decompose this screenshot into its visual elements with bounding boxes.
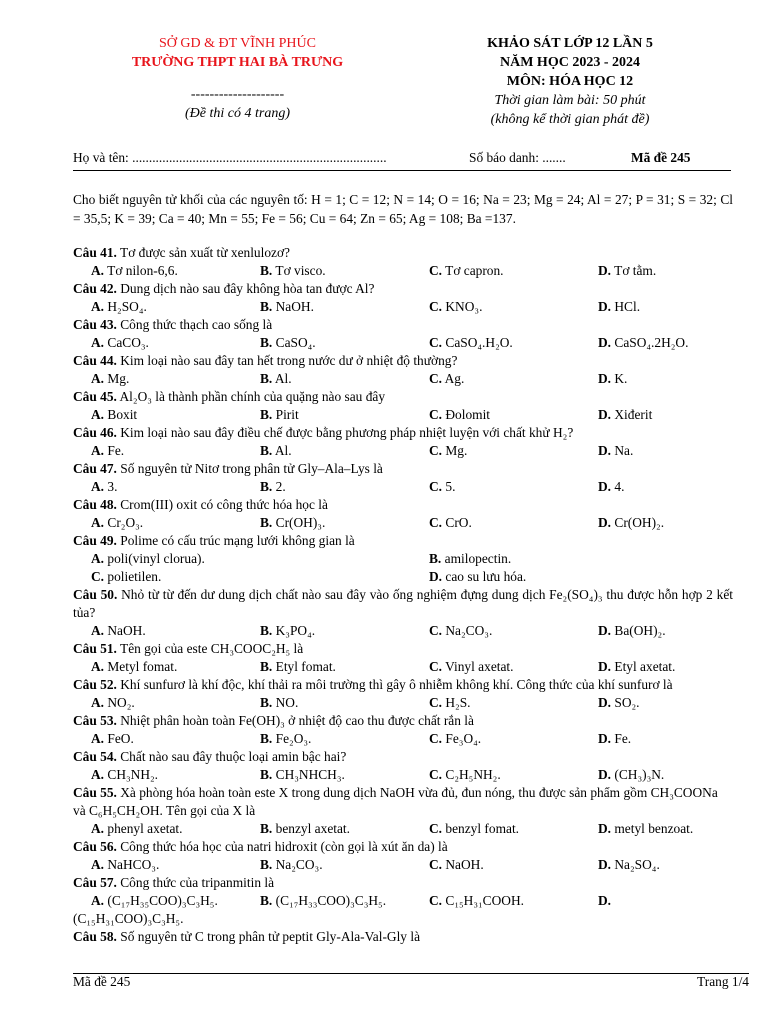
option-a[interactable]: A. NaHCO₃. — [91, 857, 160, 872]
option-c[interactable]: C. Vinyl axetat. — [429, 659, 514, 674]
question-text: Công thức của tripanmitin là — [116, 875, 275, 890]
question-text: Chất nào sau đây thuộc loại amin bậc hai? — [116, 749, 347, 764]
option-c[interactable]: C. CrO. — [429, 515, 472, 530]
options-44 — [73, 370, 733, 388]
atomic-mass-intro: Cho biết nguyên tử khối của các nguyên tố: H = 1; C = 12; N = 14; O = 16; Na = 23; Mg = 24; Al = 27; P = 31; S = 32; Cl = 35,5; K = 39; Ca = 40; Mn = 55; Fe = 56; Cu = 64; Zn = 65; Ag = 108; Ba =137. — [73, 192, 733, 226]
question-text: Nhỏ từ từ đến dư dung dịch chất nào sau đây vào ống nghiệm đựng dung dịch Fe₂(SO₄)₃ thu được hỗn hợp 2 kết tủa? — [73, 587, 733, 620]
question-text: Polime có cấu trúc mạng lưới không gian là — [116, 533, 355, 548]
options-53 — [73, 730, 733, 748]
option-d-label[interactable]: D. — [598, 893, 612, 908]
options-51 — [73, 658, 733, 676]
option-d[interactable]: D. Fe. — [598, 731, 632, 746]
option-c[interactable]: C. Na₂CO₃. — [429, 623, 493, 638]
option-c[interactable]: C. CaSO₄.H₂O. — [429, 335, 513, 350]
header-right — [440, 34, 700, 129]
question-number: Câu 42. — [73, 281, 117, 296]
school-name: TRƯỜNG THPT HAI BÀ TRƯNG — [131, 55, 344, 70]
option-b[interactable]: B. (C₁₇H₃₃COO)₃C₃H₅. — [260, 893, 387, 908]
options-52 — [73, 694, 733, 712]
option-c[interactable]: C. H₂S. — [429, 695, 471, 710]
option-d[interactable]: D. Na₂SO₄. — [598, 857, 660, 872]
question-number: Câu 47. — [73, 461, 117, 476]
question-56 — [73, 838, 733, 856]
option-b[interactable]: B. CaSO₄. — [260, 335, 316, 350]
option-a[interactable]: A. poli(vinyl clorua). — [91, 551, 205, 566]
option-b[interactable]: B. NaOH. — [260, 299, 314, 314]
question-45 — [73, 388, 733, 406]
question-41 — [73, 244, 733, 262]
question-number: Câu 50. — [73, 587, 118, 602]
option-a[interactable]: A. Mg. — [91, 371, 130, 386]
option-d[interactable]: D. HCl. — [598, 299, 641, 314]
question-number: Câu 46. — [73, 425, 117, 440]
option-d[interactable]: D. SO₂. — [598, 695, 640, 710]
option-a[interactable]: A. FeO. — [91, 731, 134, 746]
option-d[interactable]: D. Etyl axetat. — [598, 659, 676, 674]
option-b[interactable]: B. K₃PO₄. — [260, 623, 316, 638]
option-d[interactable]: D. metyl benzoat. — [598, 821, 694, 836]
question-list — [73, 244, 733, 946]
question-text: Xà phòng hóa hoàn toàn este X trong dung dịch NaOH vừa đủ, đun nóng, thu được sản phẩm gồm CH₃COONa và C₆H₅CH₂OH. Tên gọi của X là — [73, 785, 718, 818]
option-b[interactable]: B. Pirit — [260, 407, 299, 422]
option-a[interactable]: A. Tơ nilon-6,6. — [91, 263, 178, 278]
option-b[interactable]: B. Cr(OH)₃. — [260, 515, 326, 530]
option-c[interactable]: C. benzyl fomat. — [429, 821, 520, 836]
question-47 — [73, 460, 733, 478]
question-57 — [73, 874, 733, 892]
option-a[interactable]: A. CaCO₃. — [91, 335, 149, 350]
question-55 — [73, 784, 733, 820]
option-c[interactable]: C. Mg. — [429, 443, 468, 458]
header-divider — [73, 170, 731, 171]
page-number: Trang 1/4 — [697, 974, 749, 989]
options-49-row1 — [73, 550, 733, 568]
question-46 — [73, 424, 733, 442]
question-53 — [73, 712, 733, 730]
option-c[interactable]: C. NaOH. — [429, 857, 484, 872]
options-42 — [73, 298, 733, 316]
question-44 — [73, 352, 733, 370]
question-48 — [73, 496, 733, 514]
candidate-number-field[interactable]: Số báo danh: ....... — [469, 150, 566, 165]
candidate-name-field[interactable]: Họ và tên: ............................................................................ — [73, 150, 387, 165]
question-text: Số nguyên tử Nitơ trong phân tử Gly–Ala–Lys là — [116, 461, 383, 476]
option-a[interactable]: A. NO₂. — [91, 695, 135, 710]
option-a[interactable]: A. Cr₂O₃. — [91, 515, 144, 530]
question-text: Kim loại nào sau đây điều chế được bằng phương pháp nhiệt luyện với chất khử H₂? — [116, 425, 574, 440]
question-text: Công thức hóa học của natri hidroxit (còn gọi là xút ăn da) là — [116, 839, 448, 854]
question-number: Câu 44. — [73, 353, 117, 368]
question-number: Câu 58. — [73, 929, 117, 944]
question-text: Kim loại nào sau đây tan hết trong nước dư ở nhiệt độ thường? — [116, 353, 458, 368]
question-number: Câu 56. — [73, 839, 117, 854]
options-57 — [73, 892, 733, 910]
option-a[interactable]: A. CH₃NH₂. — [91, 767, 159, 782]
option-a[interactable]: A. 3. — [91, 479, 118, 494]
option-d[interactable]: D. Xiđerit — [598, 407, 653, 422]
question-number: Câu 48. — [73, 497, 117, 512]
question-42 — [73, 280, 733, 298]
page-footer — [73, 973, 749, 992]
option-b[interactable]: B. Al. — [260, 443, 292, 458]
question-text: Tơ được sản xuất từ xenlulozơ? — [116, 245, 291, 260]
options-54 — [73, 766, 733, 784]
option-d[interactable]: D. Na. — [598, 443, 634, 458]
option-c[interactable]: C. polietilen. — [91, 569, 162, 584]
option-a[interactable]: A. Fe. — [91, 443, 125, 458]
pages-note: (Đề thi có 4 trang) — [185, 106, 290, 121]
subject: MÔN: HÓA HỌC 12 — [506, 74, 634, 89]
question-43 — [73, 316, 733, 334]
options-47 — [73, 478, 733, 496]
question-number: Câu 41. — [73, 245, 117, 260]
exam-time-note: (không kể thời gian phát đề) — [490, 112, 650, 127]
option-b[interactable]: B. Tơ visco. — [260, 263, 326, 278]
option-b[interactable]: B. 2. — [260, 479, 286, 494]
exam-time: Thời gian làm bài: 50 phút — [494, 93, 646, 108]
question-text: Công thức thạch cao sống là — [116, 317, 273, 332]
option-b[interactable]: B. Etyl fomat. — [260, 659, 336, 674]
option-d[interactable]: D. Cr(OH)₂. — [598, 515, 665, 530]
option-d[interactable]: D. (CH₃)₃N. — [598, 767, 665, 782]
option-d[interactable]: D. cao su lưu hóa. — [429, 569, 527, 584]
option-a[interactable]: A. (C₁₇H₃₅COO)₃C₃H₅. — [91, 893, 218, 908]
question-text: Crom(III) oxit có công thức hóa học là — [116, 497, 328, 512]
option-b[interactable]: B. Na₂CO₃. — [260, 857, 323, 872]
question-number: Câu 54. — [73, 749, 117, 764]
options-55 — [73, 820, 733, 838]
option-d[interactable]: D. CaSO₄.2H₂O. — [598, 335, 689, 350]
option-a[interactable]: A. phenyl axetat. — [91, 821, 183, 836]
option-d[interactable]: D. Tơ tằm. — [598, 263, 657, 278]
option-a[interactable]: A. H₂SO₄. — [91, 299, 147, 314]
options-48 — [73, 514, 733, 532]
question-text: Nhiệt phân hoàn toàn Fe(OH)₃ ở nhiệt độ cao thu được chất rắn là — [116, 713, 474, 728]
option-d[interactable]: D. 4. — [598, 479, 625, 494]
question-58 — [73, 928, 733, 946]
option-c[interactable]: C. Đolomit — [429, 407, 491, 422]
option-a[interactable]: A. Metyl fomat. — [91, 659, 178, 674]
option-c[interactable]: C. C₂H₅NH₂. — [429, 767, 501, 782]
option-a[interactable]: A. Boxit — [91, 407, 138, 422]
question-51 — [73, 640, 733, 658]
option-a[interactable]: A. NaOH. — [91, 623, 146, 638]
question-number: Câu 49. — [73, 533, 117, 548]
question-text: Khí sunfurơ là khí độc, khí thải ra môi trường thì gây ô nhiễm không khí. Công thức của khí sunfurơ là — [116, 677, 673, 692]
option-c[interactable]: C. Ag. — [429, 371, 465, 386]
exam-code: Mã đề 245 — [631, 150, 691, 165]
question-number: Câu 57. — [73, 875, 117, 890]
question-54 — [73, 748, 733, 766]
question-text: Dung dịch nào sau đây không hòa tan được Al? — [116, 281, 375, 296]
option-c[interactable]: C. 5. — [429, 479, 456, 494]
options-41 — [73, 262, 733, 280]
question-50 — [73, 586, 733, 622]
option-d[interactable]: D. Ba(OH)₂. — [598, 623, 666, 638]
options-43 — [73, 334, 733, 352]
option-d[interactable]: (C₁₅H₃₁COO)₃C₃H₅. — [73, 911, 184, 926]
question-number: Câu 51. — [73, 641, 117, 656]
candidate-info — [73, 150, 731, 170]
option-c[interactable]: C. KNO₃. — [429, 299, 483, 314]
exam-title: KHẢO SÁT LỚP 12 LẦN 5 — [487, 36, 653, 51]
option-b[interactable]: B. amilopectin. — [429, 551, 512, 566]
question-text: Tên gọi của este CH₃COOC₂H₅ là — [116, 641, 304, 656]
question-number: Câu 52. — [73, 677, 117, 692]
question-49 — [73, 532, 733, 550]
header-dashes: -------------------- — [190, 87, 285, 102]
options-46 — [73, 442, 733, 460]
option-b[interactable]: B. NO. — [260, 695, 299, 710]
options-49-row2 — [73, 568, 733, 586]
option-b[interactable]: B. CH₃NHCH₃. — [260, 767, 345, 782]
option-b[interactable]: B. benzyl axetat. — [260, 821, 350, 836]
option-c[interactable]: C. C₁₅H₃₁COOH. — [429, 893, 524, 908]
school-year: NĂM HỌC 2023 - 2024 — [500, 55, 640, 70]
question-text: Số nguyên tử C trong phân tử peptit Gly-Ala-Val-Gly là — [116, 929, 421, 944]
question-number: Câu 55. — [73, 785, 117, 800]
question-text: Al₂O₃ là thành phần chính của quặng nào sau đây — [116, 389, 386, 404]
option-b[interactable]: B. Al. — [260, 371, 292, 386]
option-d[interactable]: D. K. — [598, 371, 628, 386]
question-52 — [73, 676, 733, 694]
options-50 — [73, 622, 733, 640]
footer-exam-code: Mã đề 245 — [73, 974, 131, 989]
options-45 — [73, 406, 733, 424]
option-c[interactable]: C. Fe₃O₄. — [429, 731, 482, 746]
header-left — [100, 34, 375, 123]
department-name: SỞ GD & ĐT VĨNH PHÚC — [158, 36, 316, 51]
question-number: Câu 53. — [73, 713, 117, 728]
options-56 — [73, 856, 733, 874]
question-number: Câu 43. — [73, 317, 117, 332]
option-b[interactable]: B. Fe₂O₃. — [260, 731, 312, 746]
option-c[interactable]: C. Tơ capron. — [429, 263, 504, 278]
question-number: Câu 45. — [73, 389, 117, 404]
